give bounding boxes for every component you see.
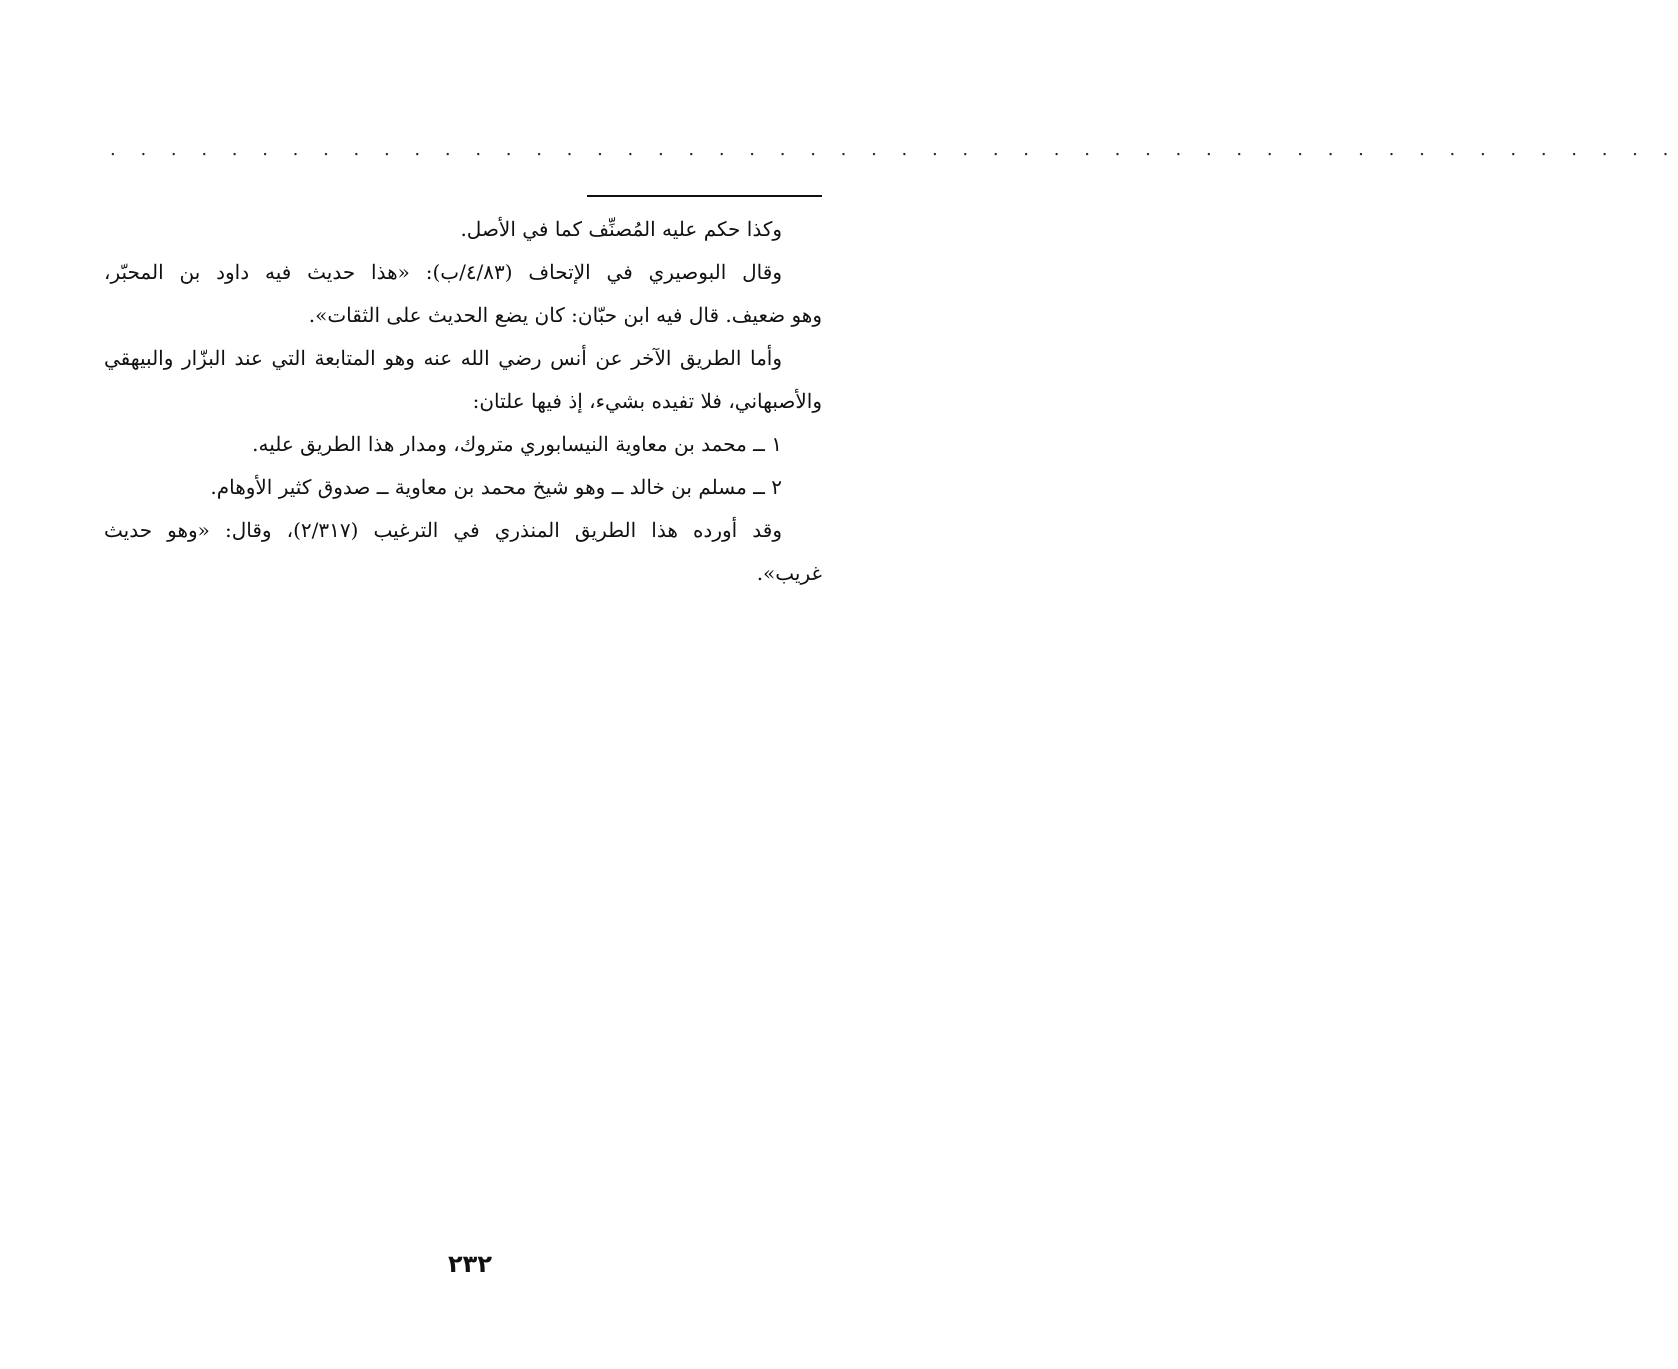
dotted-separator: . . . . . . . . . . . . . . . . . . . . . . . . . . . . . . . . . . . . . . . . . . . . . . . . . . . . xyxy=(110,139,1678,160)
footnote-line: وقد أورده هذا الطريق المنذري في الترغيب (٢/٣١٧)، وقال: «وهو حديث xyxy=(104,518,782,542)
footnote-line: وقال البوصيري في الإتحاف (٤/٨٣/ب): «هذا حديث فيه داود بن المحبّر، xyxy=(104,260,782,284)
footnote-line: وكذا حكم عليه المُصنِّف كما في الأصل. xyxy=(460,217,782,241)
footnote-text xyxy=(104,208,822,595)
footnote-line: غريب». xyxy=(756,561,822,585)
list-item: ١ ــ محمد بن معاوية النيسابوري متروك، ومدار هذا الطريق عليه. xyxy=(252,432,782,456)
page-number: ٢٣٢ xyxy=(448,1250,492,1278)
footnote-line: وهو ضعيف. قال فيه ابن حبّان: كان يضع الحديث على الثقات». xyxy=(308,303,822,327)
list-item: ٢ ــ مسلم بن خالد ــ وهو شيخ محمد بن معاوية ــ صدوق كثير الأوهام. xyxy=(210,475,782,499)
footnote-rule xyxy=(587,195,822,197)
footnote-line: وأما الطريق الآخر عن أنس رضي الله عنه وهو المتابعة التي عند البزّار والبيهقي xyxy=(104,346,782,370)
footnote-line: والأصبهاني، فلا تفيده بشيء، إذ فيها علتان: xyxy=(472,389,822,413)
